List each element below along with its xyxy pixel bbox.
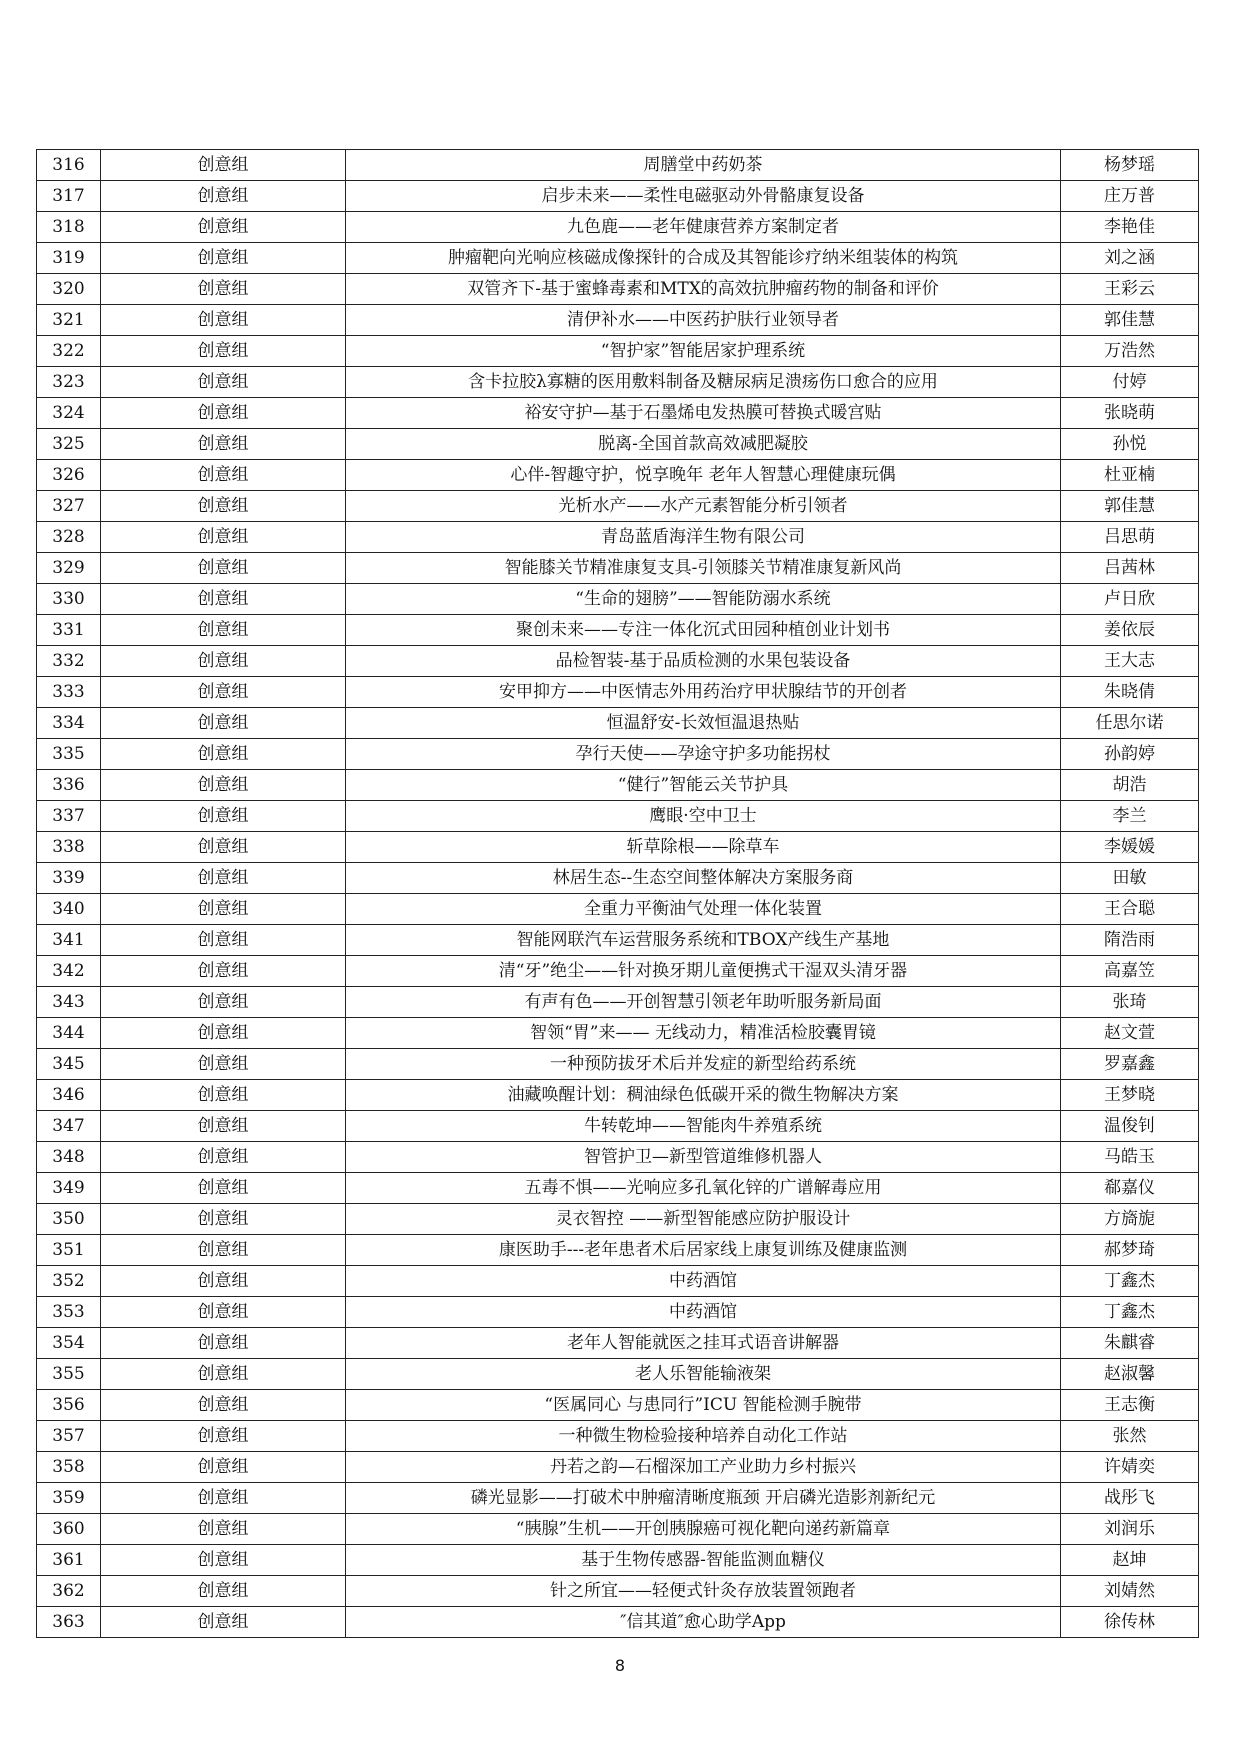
row-number-cell: 324: [37, 398, 101, 429]
group-cell: 创意组: [101, 367, 346, 398]
table-row: [37, 1421, 1199, 1452]
table-row: [37, 522, 1199, 553]
project-title-cell: 林居生态--生态空间整体解决方案服务商: [346, 863, 1061, 894]
row-number-cell: 332: [37, 646, 101, 677]
row-number-cell: 353: [37, 1297, 101, 1328]
leader-name-cell: 李媛媛: [1061, 832, 1199, 863]
group-cell: 创意组: [101, 1483, 346, 1514]
leader-name-cell: 胡浩: [1061, 770, 1199, 801]
group-cell: 创意组: [101, 677, 346, 708]
project-title-cell: 鹰眼·空中卫士: [346, 801, 1061, 832]
leader-name-cell: 朱晓倩: [1061, 677, 1199, 708]
leader-name-cell: 丁鑫杰: [1061, 1266, 1199, 1297]
row-number-cell: 354: [37, 1328, 101, 1359]
row-number-cell: 317: [37, 181, 101, 212]
project-title-cell: 油藏唤醒计划：稠油绿色低碳开采的微生物解决方案: [346, 1080, 1061, 1111]
project-title-cell: 磷光显影——打破术中肿瘤清晰度瓶颈 开启磷光造影剂新纪元: [346, 1483, 1061, 1514]
project-title-cell: “胰腺”生机——开创胰腺癌可视化靶向递药新篇章: [346, 1514, 1061, 1545]
table-row: [37, 181, 1199, 212]
group-cell: 创意组: [101, 1080, 346, 1111]
table-row: [37, 1235, 1199, 1266]
project-title-cell: 五毒不惧——光响应多孔氧化锌的广谱解毒应用: [346, 1173, 1061, 1204]
project-title-cell: “健行”智能云关节护具: [346, 770, 1061, 801]
table-row: [37, 1483, 1199, 1514]
group-cell: 创意组: [101, 708, 346, 739]
leader-name-cell: 吕茜林: [1061, 553, 1199, 584]
group-cell: 创意组: [101, 150, 346, 181]
row-number-cell: 322: [37, 336, 101, 367]
leader-name-cell: 郝梦琦: [1061, 1235, 1199, 1266]
project-title-cell: 脱离-全国首款高效减肥凝胶: [346, 429, 1061, 460]
group-cell: 创意组: [101, 863, 346, 894]
table-row: [37, 553, 1199, 584]
row-number-cell: 335: [37, 739, 101, 770]
leader-name-cell: 杜亚楠: [1061, 460, 1199, 491]
table-row: [37, 367, 1199, 398]
leader-name-cell: 高嘉笠: [1061, 956, 1199, 987]
project-title-cell: 青岛蓝盾海洋生物有限公司: [346, 522, 1061, 553]
group-cell: 创意组: [101, 1018, 346, 1049]
project-title-cell: 智管护卫—新型管道维修机器人: [346, 1142, 1061, 1173]
table-row: [37, 491, 1199, 522]
project-title-cell: 含卡拉胶λ寡糖的医用敷料制备及糖尿病足溃疡伤口愈合的应用: [346, 367, 1061, 398]
leader-name-cell: 方旖旎: [1061, 1204, 1199, 1235]
group-cell: 创意组: [101, 615, 346, 646]
group-cell: 创意组: [101, 925, 346, 956]
group-cell: 创意组: [101, 1142, 346, 1173]
table-row: [37, 677, 1199, 708]
group-cell: 创意组: [101, 460, 346, 491]
project-title-cell: 肿瘤靶向光响应核磁成像探针的合成及其智能诊疗纳米组装体的构筑: [346, 243, 1061, 274]
project-title-cell: 中药酒馆: [346, 1297, 1061, 1328]
row-number-cell: 349: [37, 1173, 101, 1204]
table-row: [37, 336, 1199, 367]
project-table-body: [37, 150, 1199, 1638]
group-cell: 创意组: [101, 801, 346, 832]
project-title-cell: “智护家”智能居家护理系统: [346, 336, 1061, 367]
row-number-cell: 318: [37, 212, 101, 243]
table-row: [37, 1545, 1199, 1576]
table-row: [37, 1111, 1199, 1142]
row-number-cell: 363: [37, 1607, 101, 1638]
table-row: [37, 801, 1199, 832]
row-number-cell: 358: [37, 1452, 101, 1483]
project-title-cell: 双管齐下-基于蜜蜂毒素和MTX的高效抗肿瘤药物的制备和评价: [346, 274, 1061, 305]
table-row: [37, 150, 1199, 181]
project-title-cell: 光析水产——水产元素智能分析引领者: [346, 491, 1061, 522]
table-row: [37, 212, 1199, 243]
group-cell: 创意组: [101, 1328, 346, 1359]
leader-name-cell: 张然: [1061, 1421, 1199, 1452]
group-cell: 创意组: [101, 1204, 346, 1235]
leader-name-cell: 孙悦: [1061, 429, 1199, 460]
row-number-cell: 339: [37, 863, 101, 894]
project-title-cell: 品检智装-基于品质检测的水果包装设备: [346, 646, 1061, 677]
row-number-cell: 331: [37, 615, 101, 646]
table-row: [37, 1607, 1199, 1638]
row-number-cell: 355: [37, 1359, 101, 1390]
row-number-cell: 360: [37, 1514, 101, 1545]
table-row: [37, 1576, 1199, 1607]
group-cell: 创意组: [101, 305, 346, 336]
row-number-cell: 346: [37, 1080, 101, 1111]
leader-name-cell: 庄万普: [1061, 181, 1199, 212]
table-row: [37, 1452, 1199, 1483]
table-row: [37, 770, 1199, 801]
leader-name-cell: 马皓玉: [1061, 1142, 1199, 1173]
table-row: [37, 925, 1199, 956]
leader-name-cell: 王梦晓: [1061, 1080, 1199, 1111]
group-cell: 创意组: [101, 398, 346, 429]
table-row: [37, 1266, 1199, 1297]
table-row: [37, 243, 1199, 274]
project-title-cell: 有声有色——开创智慧引领老年助听服务新局面: [346, 987, 1061, 1018]
row-number-cell: 337: [37, 801, 101, 832]
table-row: [37, 956, 1199, 987]
table-row: [37, 708, 1199, 739]
leader-name-cell: 赵坤: [1061, 1545, 1199, 1576]
group-cell: 创意组: [101, 429, 346, 460]
table-row: [37, 739, 1199, 770]
leader-name-cell: 温俊钊: [1061, 1111, 1199, 1142]
table-row: [37, 646, 1199, 677]
table-row: [37, 863, 1199, 894]
group-cell: 创意组: [101, 1359, 346, 1390]
group-cell: 创意组: [101, 646, 346, 677]
group-cell: 创意组: [101, 1421, 346, 1452]
group-cell: 创意组: [101, 1390, 346, 1421]
page-number: 8: [614, 1656, 626, 1675]
project-title-cell: 清“牙”绝尘——针对换牙期儿童便携式干湿双头清牙器: [346, 956, 1061, 987]
project-table: [36, 149, 1199, 1638]
project-title-cell: 心伴-智趣守护，悦享晚年 老年人智慧心理健康玩偶: [346, 460, 1061, 491]
leader-name-cell: 卢日欣: [1061, 584, 1199, 615]
table-row: [37, 584, 1199, 615]
group-cell: 创意组: [101, 1173, 346, 1204]
leader-name-cell: 罗嘉鑫: [1061, 1049, 1199, 1080]
leader-name-cell: 张琦: [1061, 987, 1199, 1018]
row-number-cell: 321: [37, 305, 101, 336]
row-number-cell: 333: [37, 677, 101, 708]
table-row: [37, 1328, 1199, 1359]
project-title-cell: “生命的翅膀”——智能防溺水系统: [346, 584, 1061, 615]
leader-name-cell: 姜依辰: [1061, 615, 1199, 646]
group-cell: 创意组: [101, 1111, 346, 1142]
table-row: [37, 1173, 1199, 1204]
leader-name-cell: 田敏: [1061, 863, 1199, 894]
project-title-cell: 斩草除根——除草车: [346, 832, 1061, 863]
row-number-cell: 359: [37, 1483, 101, 1514]
leader-name-cell: 朱麒睿: [1061, 1328, 1199, 1359]
row-number-cell: 320: [37, 274, 101, 305]
project-title-cell: 灵衣智控 ——新型智能感应防护服设计: [346, 1204, 1061, 1235]
project-title-cell: 老年人智能就医之挂耳式语音讲解器: [346, 1328, 1061, 1359]
leader-name-cell: 隋浩雨: [1061, 925, 1199, 956]
group-cell: 创意组: [101, 522, 346, 553]
project-title-cell: 裕安守护—基于石墨烯电发热膜可替换式暖宫贴: [346, 398, 1061, 429]
row-number-cell: 330: [37, 584, 101, 615]
leader-name-cell: 杨梦瑶: [1061, 150, 1199, 181]
row-number-cell: 325: [37, 429, 101, 460]
table-row: [37, 1204, 1199, 1235]
leader-name-cell: 吕思萌: [1061, 522, 1199, 553]
project-title-cell: 牛转乾坤——智能肉牛养殖系统: [346, 1111, 1061, 1142]
group-cell: 创意组: [101, 553, 346, 584]
leader-name-cell: 王大志: [1061, 646, 1199, 677]
leader-name-cell: 丁鑫杰: [1061, 1297, 1199, 1328]
row-number-cell: 340: [37, 894, 101, 925]
leader-name-cell: 任思尔诺: [1061, 708, 1199, 739]
row-number-cell: 319: [37, 243, 101, 274]
project-title-cell: “医属同心 与患同行”ICU 智能检测手腕带: [346, 1390, 1061, 1421]
group-cell: 创意组: [101, 1452, 346, 1483]
group-cell: 创意组: [101, 894, 346, 925]
row-number-cell: 334: [37, 708, 101, 739]
row-number-cell: 350: [37, 1204, 101, 1235]
group-cell: 创意组: [101, 584, 346, 615]
project-title-cell: 康医助手---老年患者术后居家线上康复训练及健康监测: [346, 1235, 1061, 1266]
table-row: [37, 1514, 1199, 1545]
row-number-cell: 351: [37, 1235, 101, 1266]
project-title-cell: 清伊补水——中医药护肤行业领导者: [346, 305, 1061, 336]
leader-name-cell: 郭佳慧: [1061, 305, 1199, 336]
leader-name-cell: 郗嘉仪: [1061, 1173, 1199, 1204]
table-row: [37, 429, 1199, 460]
table-row: [37, 1018, 1199, 1049]
group-cell: 创意组: [101, 181, 346, 212]
group-cell: 创意组: [101, 212, 346, 243]
group-cell: 创意组: [101, 956, 346, 987]
table-row: [37, 274, 1199, 305]
leader-name-cell: 张晓萌: [1061, 398, 1199, 429]
leader-name-cell: 许婧奕: [1061, 1452, 1199, 1483]
group-cell: 创意组: [101, 274, 346, 305]
project-title-cell: 针之所宜——轻便式针灸存放装置领跑者: [346, 1576, 1061, 1607]
row-number-cell: 361: [37, 1545, 101, 1576]
project-title-cell: ″信其道″愈心助学App: [346, 1607, 1061, 1638]
row-number-cell: 352: [37, 1266, 101, 1297]
leader-name-cell: 刘之涵: [1061, 243, 1199, 274]
row-number-cell: 348: [37, 1142, 101, 1173]
project-title-cell: 安甲抑方——中医情志外用药治疗甲状腺结节的开创者: [346, 677, 1061, 708]
group-cell: 创意组: [101, 1576, 346, 1607]
leader-name-cell: 万浩然: [1061, 336, 1199, 367]
leader-name-cell: 郭佳慧: [1061, 491, 1199, 522]
leader-name-cell: 李艳佳: [1061, 212, 1199, 243]
group-cell: 创意组: [101, 1297, 346, 1328]
project-title-cell: 周膳堂中药奶茶: [346, 150, 1061, 181]
table-row: [37, 305, 1199, 336]
project-title-cell: 启步未来——柔性电磁驱动外骨骼康复设备: [346, 181, 1061, 212]
leader-name-cell: 王合聪: [1061, 894, 1199, 925]
table-row: [37, 1080, 1199, 1111]
group-cell: 创意组: [101, 336, 346, 367]
row-number-cell: 357: [37, 1421, 101, 1452]
row-number-cell: 338: [37, 832, 101, 863]
project-title-cell: 丹若之韵—石榴深加工产业助力乡村振兴: [346, 1452, 1061, 1483]
project-title-cell: 智领“胃”来—— 无线动力，精准活检胶囊胃镜: [346, 1018, 1061, 1049]
row-number-cell: 344: [37, 1018, 101, 1049]
row-number-cell: 326: [37, 460, 101, 491]
project-title-cell: 智能膝关节精准康复支具-引领膝关节精准康复新风尚: [346, 553, 1061, 584]
project-title-cell: 老人乐智能输液架: [346, 1359, 1061, 1390]
project-title-cell: 中药酒馆: [346, 1266, 1061, 1297]
table-row: [37, 1359, 1199, 1390]
project-title-cell: 孕行天使——孕途守护多功能拐杖: [346, 739, 1061, 770]
table-row: [37, 1049, 1199, 1080]
leader-name-cell: 刘婧然: [1061, 1576, 1199, 1607]
row-number-cell: 342: [37, 956, 101, 987]
group-cell: 创意组: [101, 243, 346, 274]
group-cell: 创意组: [101, 832, 346, 863]
row-number-cell: 329: [37, 553, 101, 584]
row-number-cell: 327: [37, 491, 101, 522]
project-title-cell: 基于生物传感器-智能监测血糖仪: [346, 1545, 1061, 1576]
row-number-cell: 323: [37, 367, 101, 398]
project-title-cell: 九色鹿——老年健康营养方案制定者: [346, 212, 1061, 243]
leader-name-cell: 赵淑馨: [1061, 1359, 1199, 1390]
row-number-cell: 343: [37, 987, 101, 1018]
row-number-cell: 328: [37, 522, 101, 553]
row-number-cell: 336: [37, 770, 101, 801]
table-row: [37, 1142, 1199, 1173]
group-cell: 创意组: [101, 491, 346, 522]
row-number-cell: 345: [37, 1049, 101, 1080]
group-cell: 创意组: [101, 739, 346, 770]
group-cell: 创意组: [101, 1607, 346, 1638]
row-number-cell: 347: [37, 1111, 101, 1142]
table-row: [37, 894, 1199, 925]
row-number-cell: 356: [37, 1390, 101, 1421]
project-title-cell: 智能网联汽车运营服务系统和TBOX产线生产基地: [346, 925, 1061, 956]
table-row: [37, 398, 1199, 429]
project-title-cell: 一种预防拔牙术后并发症的新型给药系统: [346, 1049, 1061, 1080]
leader-name-cell: 王彩云: [1061, 274, 1199, 305]
leader-name-cell: 赵文萱: [1061, 1018, 1199, 1049]
table-row: [37, 460, 1199, 491]
leader-name-cell: 刘润乐: [1061, 1514, 1199, 1545]
leader-name-cell: 付婷: [1061, 367, 1199, 398]
leader-name-cell: 徐传林: [1061, 1607, 1199, 1638]
table-row: [37, 615, 1199, 646]
table-row: [37, 1390, 1199, 1421]
project-title-cell: 聚创未来——专注一体化沉式田园种植创业计划书: [346, 615, 1061, 646]
group-cell: 创意组: [101, 1266, 346, 1297]
row-number-cell: 341: [37, 925, 101, 956]
group-cell: 创意组: [101, 1049, 346, 1080]
group-cell: 创意组: [101, 987, 346, 1018]
group-cell: 创意组: [101, 1235, 346, 1266]
group-cell: 创意组: [101, 770, 346, 801]
group-cell: 创意组: [101, 1514, 346, 1545]
group-cell: 创意组: [101, 1545, 346, 1576]
leader-name-cell: 孙韵婷: [1061, 739, 1199, 770]
table-row: [37, 832, 1199, 863]
leader-name-cell: 战彤飞: [1061, 1483, 1199, 1514]
row-number-cell: 362: [37, 1576, 101, 1607]
row-number-cell: 316: [37, 150, 101, 181]
leader-name-cell: 李兰: [1061, 801, 1199, 832]
project-title-cell: 一种微生物检验接种培养自动化工作站: [346, 1421, 1061, 1452]
table-row: [37, 1297, 1199, 1328]
leader-name-cell: 王志衡: [1061, 1390, 1199, 1421]
table-row: [37, 987, 1199, 1018]
project-title-cell: 恒温舒安-长效恒温退热贴: [346, 708, 1061, 739]
project-title-cell: 全重力平衡油气处理一体化装置: [346, 894, 1061, 925]
